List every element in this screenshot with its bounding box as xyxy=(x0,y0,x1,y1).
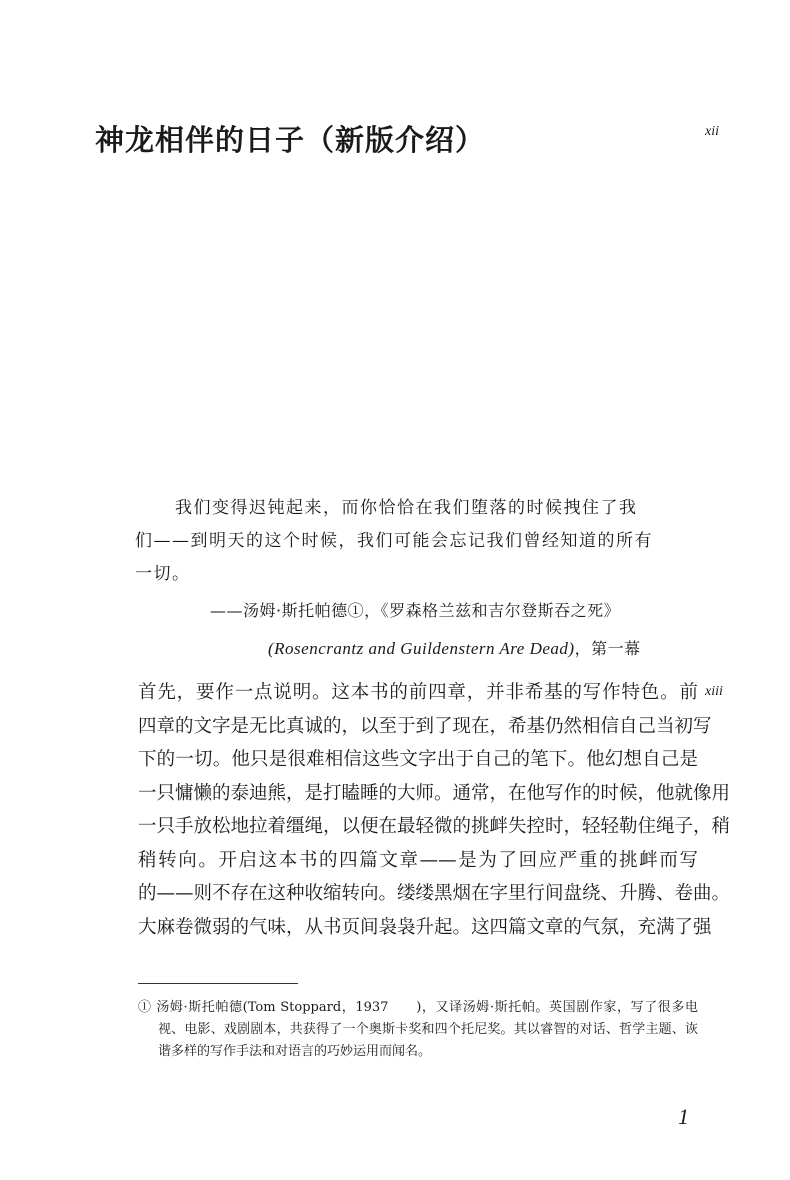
epigraph-line: 一切。 xyxy=(135,564,191,584)
footnote-divider xyxy=(138,983,298,984)
margin-page-reference-body: xiii xyxy=(705,684,723,699)
body-line: 一只手放松地拉着缰绳，以便在最轻微的挑衅失控时，轻轻勒住绳子，稍 xyxy=(138,816,731,837)
footnote-line: 视、电影、戏剧剧本，共获得了一个奥斯卡奖和四个托尼奖。其以睿智的对话、哲学主题、诙 xyxy=(158,1022,698,1037)
epigraph-attribution-original xyxy=(268,636,641,659)
body-line: 首先，要作一点说明。这本书的前四章，并非希基的写作特色。前 xyxy=(138,682,698,703)
footnote xyxy=(138,997,698,1063)
chapter-title: 神龙相伴的日子（新版介绍） xyxy=(95,123,486,157)
footnote-marker: ① xyxy=(347,601,365,620)
attribution-original-title: (Rosencrantz and Guildenstern Are Dead) xyxy=(268,639,575,658)
body-line: 下的一切。他只是很难相信这些文字出于自己的笔下。他幻想自己是 xyxy=(138,749,698,770)
epigraph-line: 们——到明天的这个时候，我们可能会忘记我们曾经知道的所有 xyxy=(135,531,653,551)
attribution-act: ，第一幕 xyxy=(574,639,641,658)
body-line: 一只慵懒的泰迪熊，是打瞌睡的大师。通常，在他写作的时候，他就像用 xyxy=(138,782,731,804)
footnote-line: 谐多样的写作手法和对语言的巧妙运用而闻名。 xyxy=(158,1044,432,1059)
body-line: 稍转向。开启这本书的四篇文章——是为了回应严重的挑衅而写 xyxy=(138,849,698,871)
margin-page-reference-top: xii xyxy=(705,124,719,139)
body-line: 四章的文字是无比真诚的，以至于到了现在，希基仍然相信自己当初写 xyxy=(138,715,712,737)
footnote-line: ① 汤姆·斯托帕德(Tom Stoppard，1937 )，又译汤姆·斯托帕。英国剧作家，写了很多电 xyxy=(138,1000,698,1015)
epigraph-attribution xyxy=(210,598,620,621)
epigraph xyxy=(135,492,695,591)
attribution-author: ——汤姆·斯托帕德 xyxy=(210,601,348,620)
attribution-work: ，《罗森格兰兹和吉尔登斯吞之死》 xyxy=(364,601,621,620)
epigraph-line: 我们变得迟钝起来，而你恰恰在我们堕落的时候拽住了我 xyxy=(175,498,638,518)
body-line: 大麻卷微弱的气味，从书页间袅袅升起。这四篇文章的气氛，充满了强 xyxy=(138,916,712,938)
page-number: 1 xyxy=(678,1104,689,1129)
body-line: 的——则不存在这种收缩转向。缕缕黑烟在字里行间盘绕、升腾、卷曲。 xyxy=(138,883,731,904)
